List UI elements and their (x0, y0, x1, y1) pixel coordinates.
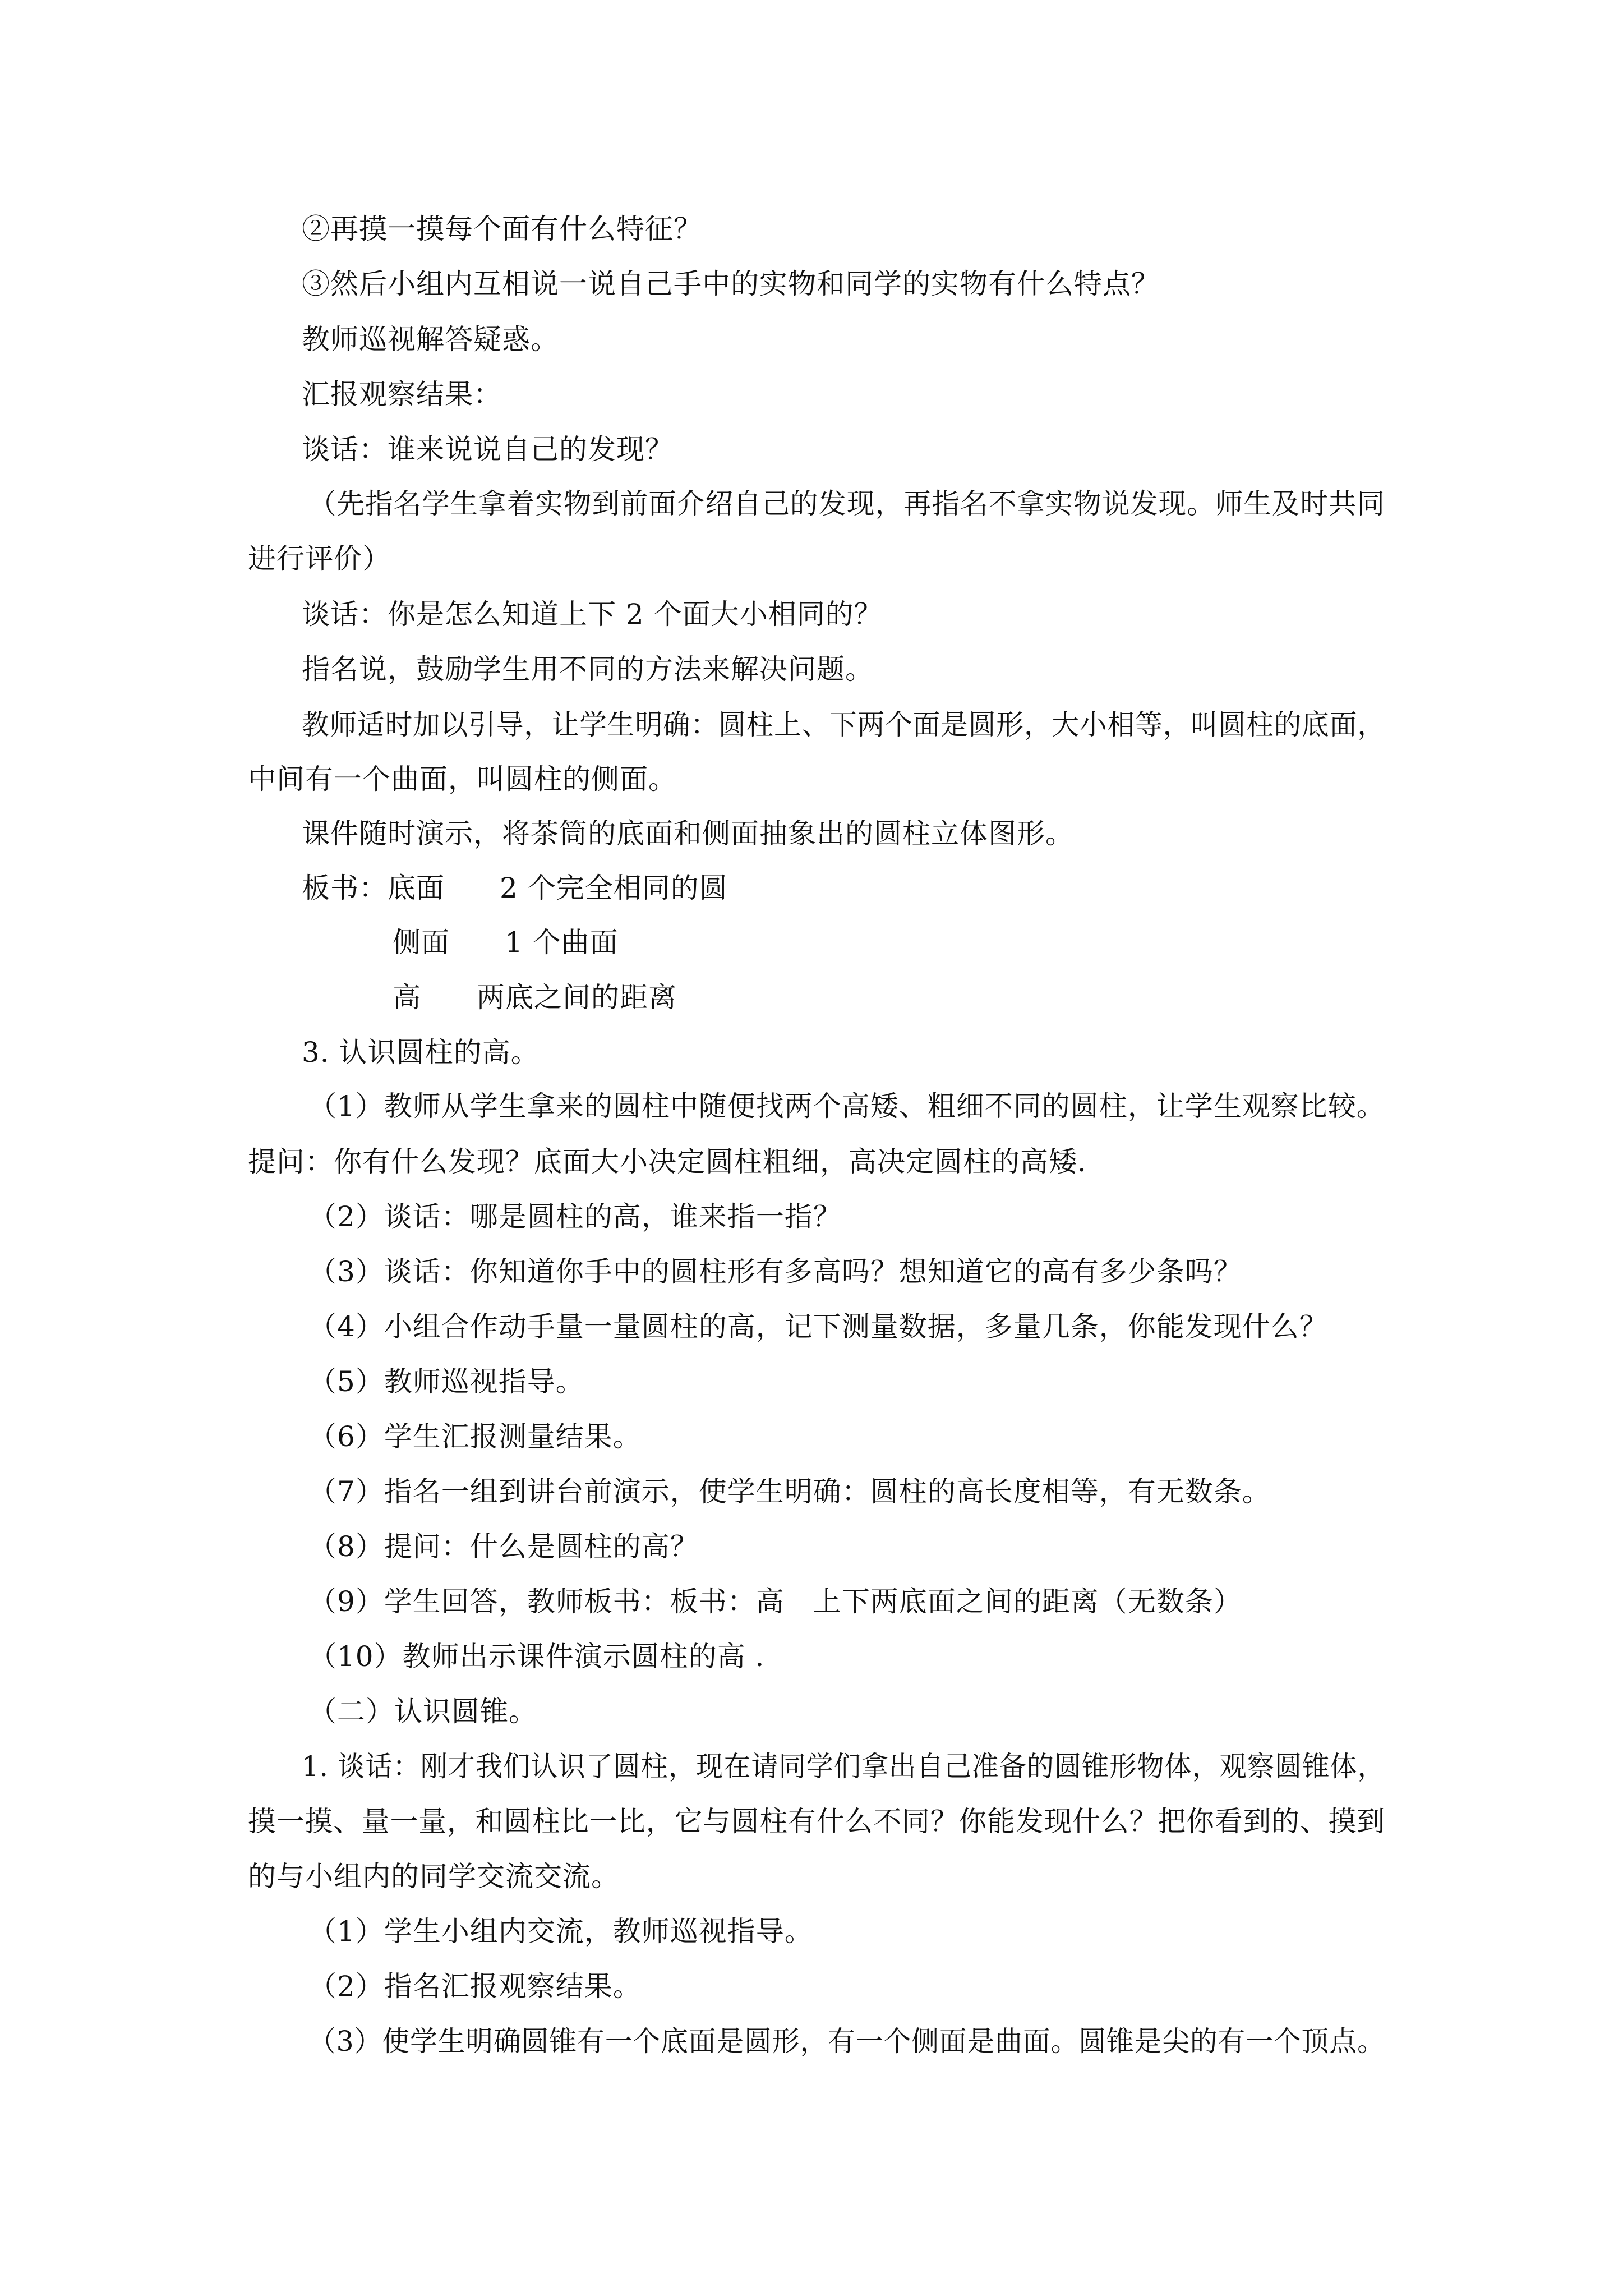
board-prefix: 板书： (302, 872, 388, 904)
text-line: 1. 谈话：刚才我们认识了圆柱，现在请同学们拿出自己准备的圆锥形物体，观察圆锥体， (302, 1750, 1385, 1783)
text-line: （9）学生回答，教师板书：板书：高 上下两底面之间的距离（无数条） (308, 1585, 1242, 1618)
text-line: 教师适时加以引导，让学生明确：圆柱上、下两个面是圆形，大小相等，叫圆柱的底面， (302, 708, 1385, 741)
text-line: 教师巡视解答疑惑。 (302, 323, 559, 356)
board-desc: 1 个曲面 (505, 926, 619, 959)
text-line: （2）谈话：哪是圆柱的高，谁来指一指？ (308, 1200, 842, 1233)
text-line: 摸一摸、量一量，和圆柱比一比，它与圆柱有什么不同？你能发现什么？把你看到的、摸到 (248, 1805, 1385, 1838)
text-line: 课件随时演示，将茶筒的底面和侧面抽象出的圆柱立体图形。 (302, 817, 1074, 850)
text-line: ②再摸一摸每个面有什么特征？ (302, 213, 702, 245)
board-row-side (393, 926, 619, 959)
text-line: （2）指名汇报观察结果。 (308, 1970, 642, 2003)
text-line: （10）教师出示课件演示圆柱的高 . (308, 1640, 765, 1673)
text-line: （7）指名一组到讲台前演示，使学生明确：圆柱的高长度相等，有无数条。 (308, 1475, 1271, 1508)
board-row-bottom (302, 871, 728, 905)
text-line: （5）教师巡视指导。 (308, 1365, 584, 1398)
text-line: （3）使学生明确圆锥有一个底面是圆形，有一个侧面是曲面。圆锥是尖的有一个顶点。 (308, 2025, 1385, 2058)
text-line: （先指名学生拿着实物到前面介绍自己的发现，再指名不拿实物说发现。师生及时共同 (308, 487, 1385, 520)
text-line: 进行评价） (248, 542, 391, 575)
text-line: （4）小组合作动手量一量圆柱的高，记下测量数据，多量几条，你能发现什么？ (308, 1310, 1328, 1343)
text-line: （3）谈话：你知道你手中的圆柱形有多高吗？想知道它的高有多少条吗？ (308, 1255, 1242, 1288)
section-heading: （二）认识圆锥。 (308, 1695, 537, 1728)
text-line: 中间有一个曲面，叫圆柱的侧面。 (248, 763, 677, 795)
text-line: 谈话：谁来说说自己的发现？ (302, 433, 674, 466)
text-line: 汇报观察结果： (302, 378, 502, 411)
board-desc: 两底之间的距离 (477, 981, 677, 1014)
text-line: （6）学生汇报测量结果。 (308, 1420, 642, 1453)
section-heading: 3. 认识圆柱的高。 (302, 1036, 540, 1069)
text-line: 谈话：你是怎么知道上下 2 个面大小相同的？ (302, 598, 883, 631)
board-term: 底面 (388, 872, 445, 904)
text-line: 的与小组内的同学交流交流。 (248, 1860, 620, 1893)
board-row-height (393, 981, 677, 1014)
text-line: 提问：你有什么发现？底面大小决定圆柱粗细，高决定圆柱的高矮. (248, 1145, 1087, 1178)
text-line: （8）提问：什么是圆柱的高？ (308, 1530, 699, 1563)
board-desc: 2 个完全相同的圆 (500, 872, 728, 904)
board-term: 高 (393, 981, 421, 1014)
text-line: （1）学生小组内交流，教师巡视指导。 (308, 1915, 813, 1948)
board-term: 侧面 (393, 926, 450, 959)
text-line: 指名说，鼓励学生用不同的方法来解决问题。 (302, 653, 874, 685)
text-line: ③然后小组内互相说一说自己手中的实物和同学的实物有什么特点？ (302, 268, 1160, 300)
text-line: （1）教师从学生拿来的圆柱中随便找两个高矮、粗细不同的圆柱，让学生观察比较。 (308, 1090, 1385, 1122)
